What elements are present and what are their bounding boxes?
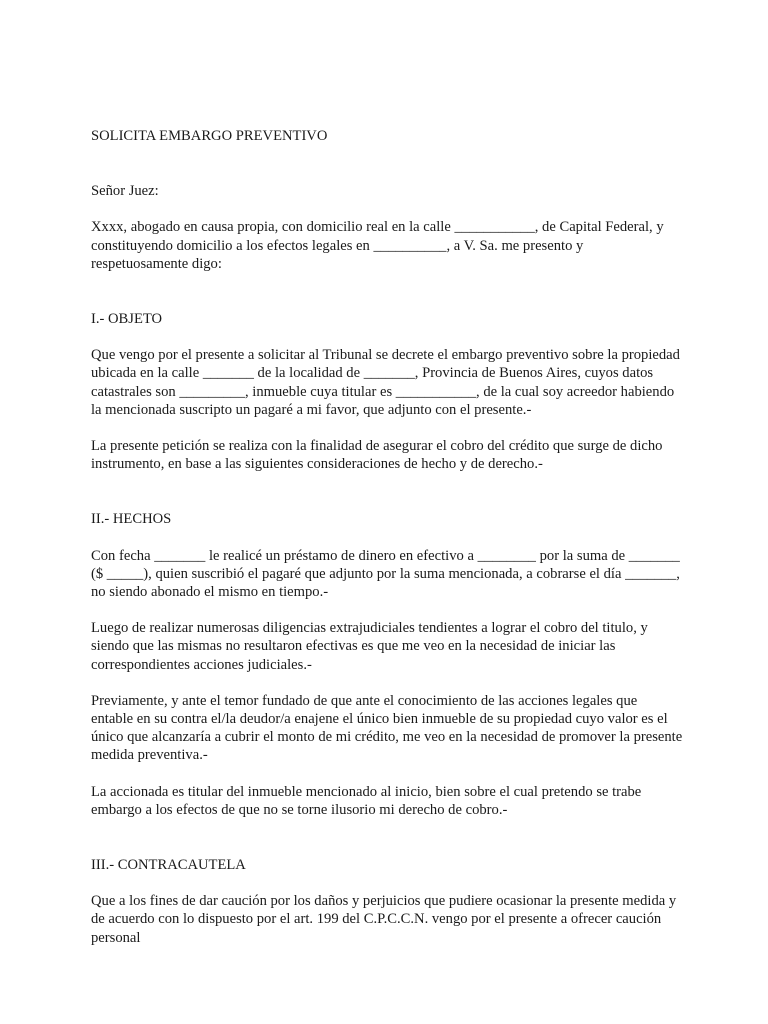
section-paragraph: Previamente, y ante el temor fundado de que ante el conocimiento de las acciones legales que entable en su contra el/la deudor/a enajene el único bien inmueble de su propiedad cuyo valor es el único que alcanzaría a cubrir el monto de mi crédito, me veo en la necesidad de promover la presente medida preventiva.-: [91, 692, 683, 764]
section-heading: II.- HECHOS: [91, 511, 172, 528]
section-hechos: [91, 510, 683, 819]
section-paragraph: Luego de realizar numerosas diligencias extrajudiciales tendientes a lograr el cobro del titulo, y siendo que las mismas no resultaron efectivas es que me veo en la necesidad de iniciar las correspondientes acciones judiciales.-: [91, 620, 648, 673]
section-paragraph: Que a los fines de dar caución por los daños y perjuicios que pudiere ocasionar la presente medida y de acuerdo con lo dispuesto por el art. 199 del C.P.C.C.N. vengo por el presente a ofrecer caución personal: [91, 893, 677, 946]
document-page: [91, 127, 683, 965]
section-objeto: [91, 310, 683, 473]
greeting: Señor Juez:: [91, 183, 159, 200]
section-heading: I.- OBJETO: [91, 311, 163, 328]
section-paragraph: La presente petición se realiza con la finalidad de asegurar el cobro del crédito que surge de dicho instrumento, en base a las siguientes consideraciones de hecho y de derecho.-: [91, 438, 663, 473]
section-paragraph: La accionada es titular del inmueble mencionado al inicio, bien sobre el cual pretendo se trabe embargo a los efectos de que no se torne ilusorio mi derecho de cobro.-: [91, 783, 642, 818]
intro-paragraph: Xxxx, abogado en causa propia, con domicilio real en la calle ___________, de Capital Federal, y constituyendo domicilio a los efectos legales en __________, a V. Sa. me presento y respetuosamente digo:: [91, 219, 664, 272]
section-paragraph: Que vengo por el presente a solicitar al Tribunal se decrete el embargo preventivo sobre la propiedad ubicada en la calle _______ de la localidad de _______, Provincia de Buenos Aires, cuyos datos catastrales son _________, inmueble cuya titular es ___________, de la cual soy acreedor habiendo la mencionada suscripto un pagaré a mi favor, que adjunto con el presente.-: [91, 347, 680, 418]
section-paragraph: Con fecha _______ le realicé un préstamo de dinero en efectivo a ________ por la suma de _______ ($ _____), quien suscribió el pagaré que adjunto por la suma mencionada, a cobrarse el día _______, no siendo abonado el mismo en tiempo.-: [91, 547, 680, 601]
section-heading: III.- CONTRACAUTELA: [91, 857, 246, 874]
document-title: SOLICITA EMBARGO PREVENTIVO: [91, 128, 328, 144]
section-contracautela: [91, 856, 683, 947]
